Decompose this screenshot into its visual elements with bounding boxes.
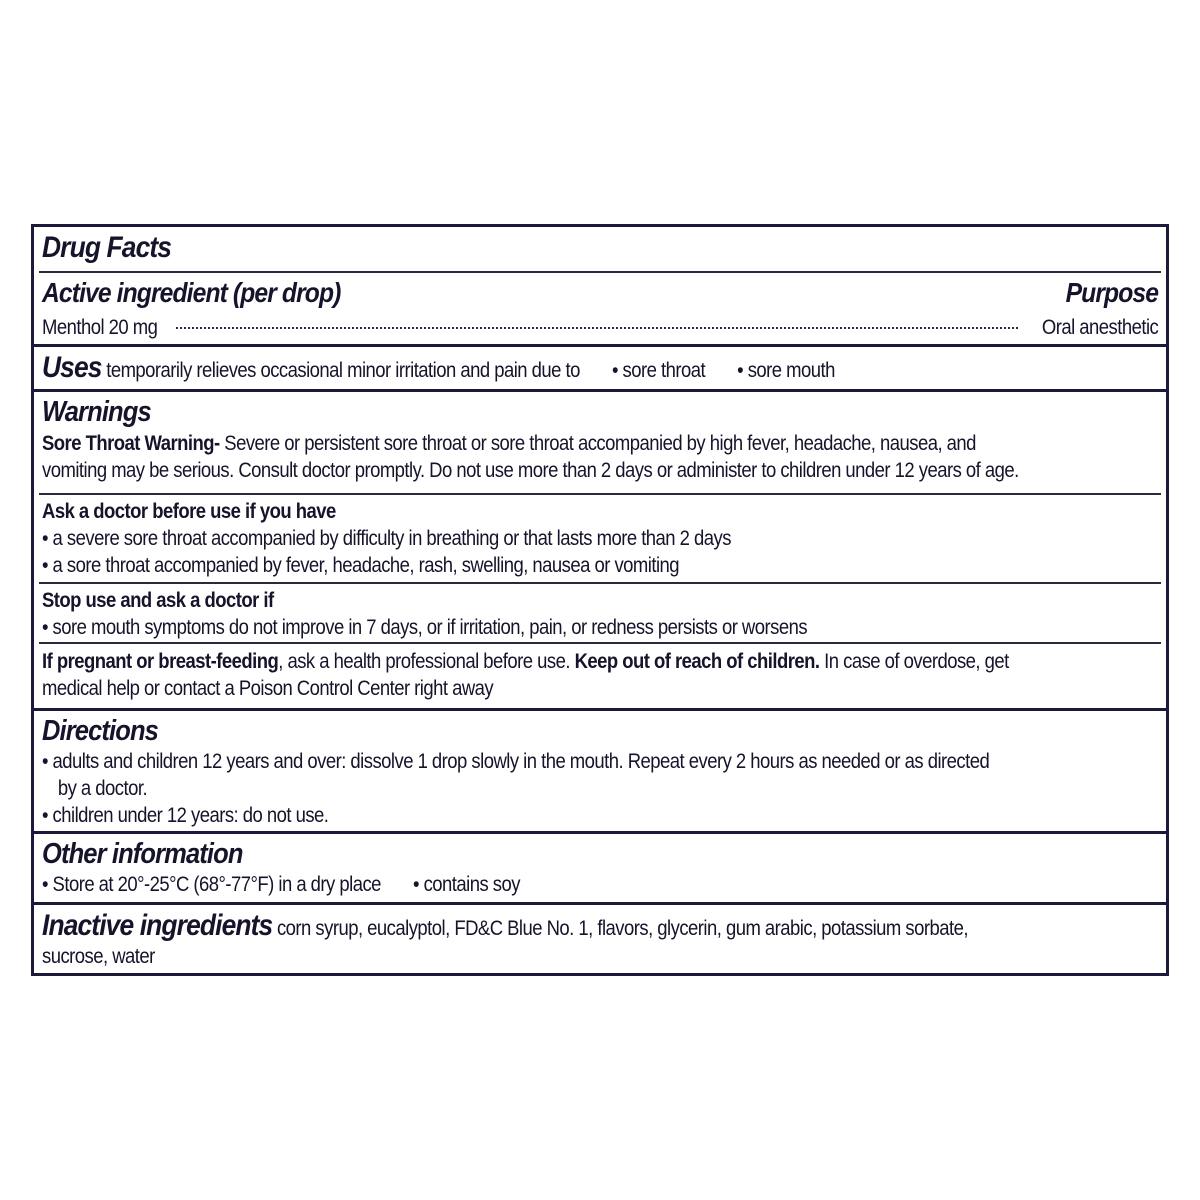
uses-text: temporarily relieves occasional minor irritation and pain due to xyxy=(106,359,580,382)
title-divider xyxy=(39,271,1161,273)
other-information-section xyxy=(42,837,1158,898)
subsection-divider xyxy=(39,642,1161,644)
section-divider xyxy=(34,344,1166,347)
stop-use-heading: Stop use and ask a doctor if xyxy=(42,589,274,612)
active-ingredient-header xyxy=(42,277,1158,311)
active-ingredient-row xyxy=(42,314,1158,341)
inactive-ingredients-heading: Inactive ingredients xyxy=(42,909,273,942)
directions-heading: Directions xyxy=(42,715,159,747)
ingredient-name: Menthol 20 mg xyxy=(42,316,158,339)
sore-throat-warning-text-2: vomiting may be serious. Consult doctor promptly. Do not use more than 2 days or administer to children under 12 years of age. xyxy=(42,459,1019,482)
drug-facts-title-row xyxy=(42,231,1158,265)
directions-item: • adults and children 12 years and over: dissolve 1 drop slowly in the mouth. Repeat every 2 hours as needed or as directed xyxy=(42,750,990,773)
other-info-item: • contains soy xyxy=(413,873,520,896)
overdose-text-2: medical help or contact a Poison Control Center right away xyxy=(42,677,494,700)
drug-facts-title: Drug Facts xyxy=(42,231,172,264)
ingredient-purpose: Oral anesthetic xyxy=(1041,316,1158,339)
directions-section xyxy=(42,714,1158,829)
stop-use-item: • sore mouth symptoms do not improve in 7 days, or if irritation, pain, or redness persists or worsens xyxy=(42,616,808,639)
uses-heading: Uses xyxy=(42,351,102,384)
uses-bullet: • sore throat xyxy=(611,359,706,382)
drug-facts-panel xyxy=(31,224,1169,976)
other-info-item: • Store at 20°-25°C (68°-77°F) in a dry place xyxy=(42,873,381,896)
ask-doctor-item: • a severe sore throat accompanied by difficulty in breathing or that lasts more than 2 days xyxy=(42,527,731,550)
directions-item: • children under 12 years: do not use. xyxy=(42,804,329,827)
keep-out-of-reach: Keep out of reach of children. xyxy=(574,650,820,673)
inactive-ingredients-text-2: sucrose, water xyxy=(42,945,155,968)
section-divider xyxy=(34,708,1166,711)
warnings-heading: Warnings xyxy=(42,396,151,428)
pregnancy-bold: If pregnant or breast-feeding xyxy=(42,650,279,673)
stop-use-section xyxy=(42,587,1158,641)
ask-doctor-heading: Ask a doctor before use if you have xyxy=(42,500,336,523)
section-divider xyxy=(34,831,1166,834)
leader-dots xyxy=(176,327,1018,329)
section-divider xyxy=(34,389,1166,392)
section-divider xyxy=(34,902,1166,905)
ask-doctor-section xyxy=(42,498,1158,579)
pregnancy-section xyxy=(42,648,1158,702)
uses-section xyxy=(42,351,1158,388)
sore-throat-warning-label: Sore Throat Warning- xyxy=(42,432,220,455)
ask-doctor-item: • a sore throat accompanied by fever, headache, rash, swelling, nausea or vomiting xyxy=(42,554,680,577)
subsection-divider xyxy=(39,493,1161,495)
pregnancy-text: , ask a health professional before use. xyxy=(278,650,575,673)
uses-bullet: • sore mouth xyxy=(737,359,835,382)
inactive-ingredients-section xyxy=(42,910,1158,969)
subsection-divider xyxy=(39,582,1161,584)
other-information-heading: Other information xyxy=(42,838,243,870)
warnings-section xyxy=(42,395,1158,484)
sore-throat-warning-text: Severe or persistent sore throat or sore throat accompanied by high fever, headache, nausea, and xyxy=(224,432,976,455)
inactive-ingredients-text: corn syrup, eucalyptol, FD&C Blue No. 1, flavors, glycerin, gum arabic, potassium sorbate, xyxy=(276,917,968,940)
purpose-heading: Purpose xyxy=(1065,277,1158,308)
directions-item-continued: by a doctor. xyxy=(57,777,148,800)
active-ingredient-heading: Active ingredient (per drop) xyxy=(42,277,341,308)
overdose-text: In case of overdose, get xyxy=(819,650,1009,673)
